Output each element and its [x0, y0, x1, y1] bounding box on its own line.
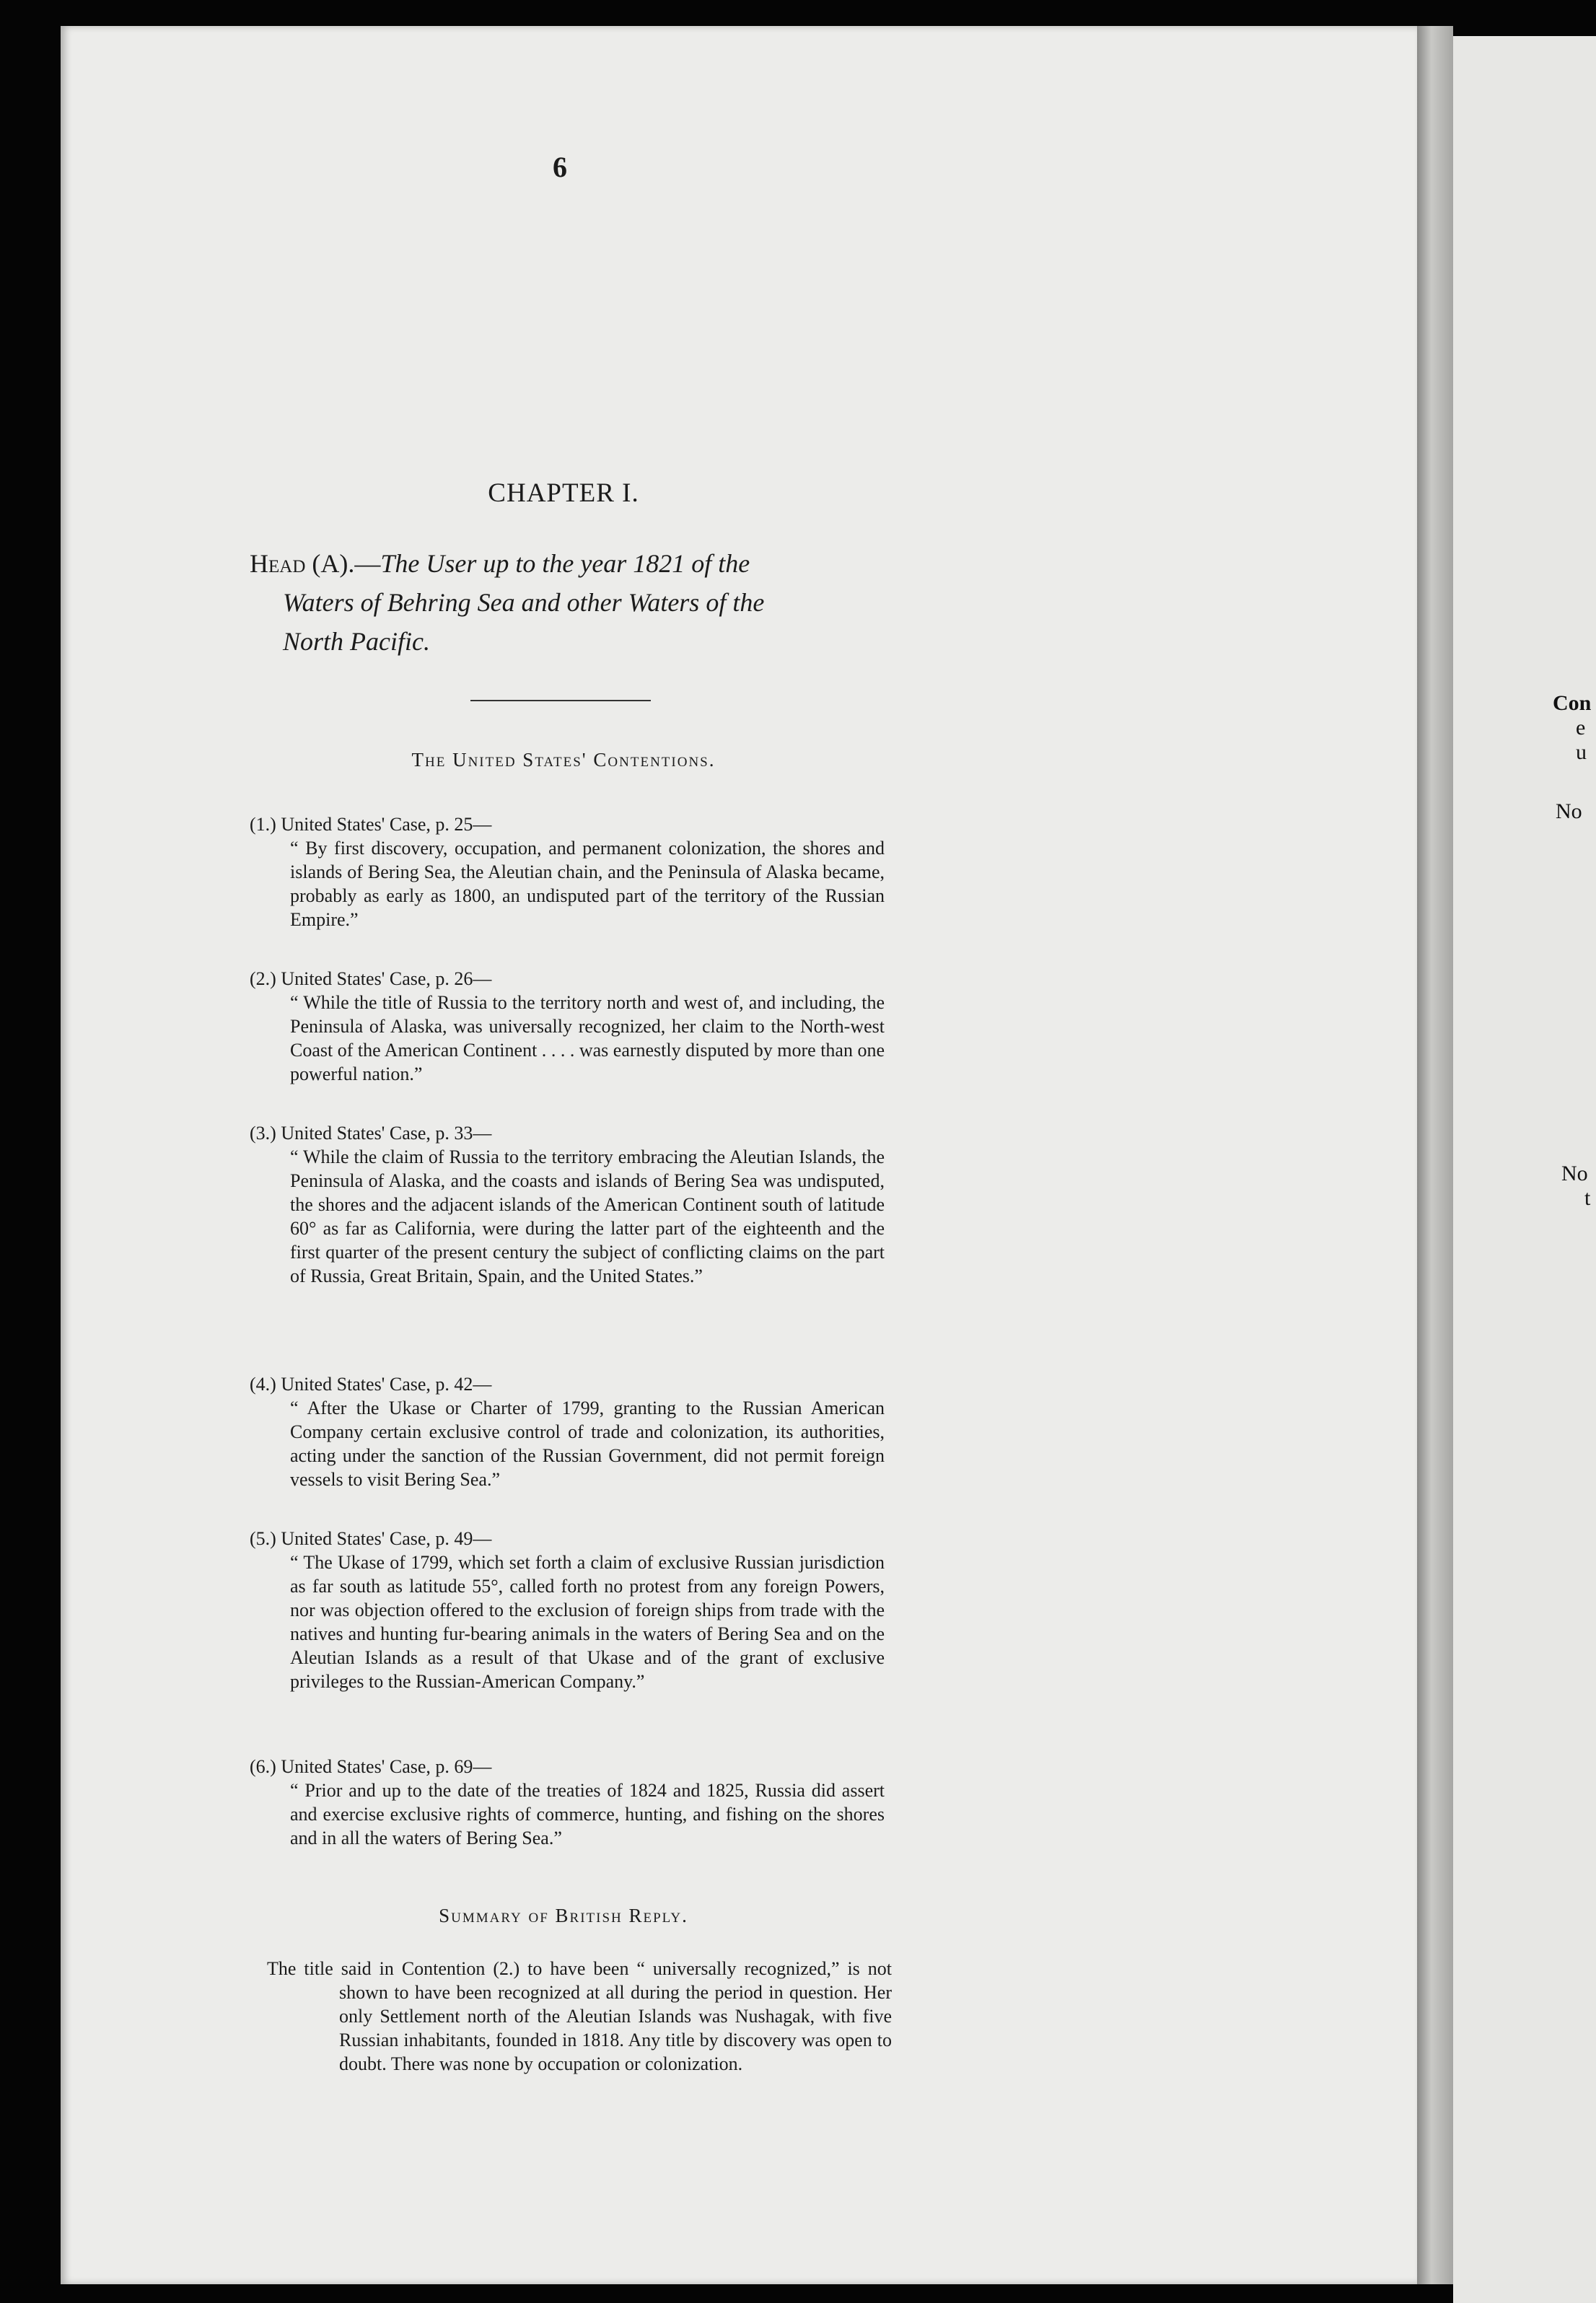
contention-item [250, 967, 885, 1086]
chapter-title: CHAPTER I. [488, 478, 639, 508]
reply-text: The title said in Contention (2.) to have been “ universally recognized,” is not shown to have been recognized at all during the period in question. Her only Settlement north of the Aleutian Islands was Nushagak, with five Russian inhabitants, founded in 1818. Any title by discovery was open to doubt. There was none by occupation or colonization. [267, 1958, 892, 2074]
contention-item [250, 1121, 885, 1288]
contention-reference: (5.) United States' Case, p. 49— [250, 1528, 492, 1549]
document-page [61, 26, 1417, 2284]
contention-item [250, 812, 885, 931]
contention-reference: (3.) United States' Case, p. 33— [250, 1123, 492, 1144]
head-dash: — [354, 549, 381, 578]
adjacent-page-fragment: t [1584, 1186, 1591, 1210]
adjacent-page [1453, 36, 1596, 2303]
adjacent-page-fragment: No [1561, 1162, 1588, 1185]
contention-reference: (2.) United States' Case, p. 26— [250, 968, 492, 989]
contention-item [250, 1527, 885, 1693]
contention-item [250, 1755, 885, 1850]
page-fold-shadow [1417, 26, 1453, 2284]
contention-quote: “ The Ukase of 1799, which set forth a claim of exclusive Russian jurisdiction as far south as latitude 55°, called forth no protest from any foreign Powers, nor was objection offered to the exclusion of foreign ships from trade with the natives and hunting fur-bearing animals in the waters of Bering Sea and on the Aleutian Islands as a result of that Ukase and of the grant of exclusive privileges to the Russian-American Company.” [290, 1552, 885, 1692]
reply-heading: Summary of British Reply. [439, 1905, 688, 1926]
contention-quote: “ After the Ukase or Charter of 1799, granting to the Russian American Company certain exclusive control of trade and colonization, its authorities, acting under the sanction of the Russian Government, did not permit foreign vessels to visit Bering Sea.” [290, 1398, 885, 1490]
contention-reference: (6.) United States' Case, p. 69— [250, 1756, 492, 1777]
head-title [250, 544, 885, 661]
contention-quote: “ While the claim of Russia to the territory embracing the Aleutian Islands, the Peninsula of Alaska, and the coasts and islands of Bering Sea was undisputed, the shores and the adjacent islands of the American Continent south of latitude 60° as far as California, were during the latter part of the eighteenth and the first quarter of the present century the subject of conflicting claims on the part of Russia, Great Britain, Spain, and the United States.” [290, 1146, 885, 1286]
page-number: 6 [553, 151, 567, 183]
adjacent-page-fragment: No [1556, 799, 1582, 823]
contention-reference: (4.) United States' Case, p. 42— [250, 1374, 492, 1395]
adjacent-page-fragment: Con [1553, 691, 1592, 715]
section-divider [470, 700, 651, 701]
contention-reference: (1.) United States' Case, p. 25— [250, 814, 492, 835]
contention-quote: “ By first discovery, occupation, and permanent colonization, the shores and islands of Bering Sea, the Aleutian chain, and the Peninsula of Alaska became, probably as early as 1800, an undisputed part of the territory of the Russian Empire.” [290, 838, 885, 930]
contentions-heading: The United States' Contentions. [411, 749, 716, 771]
contention-quote: “ Prior and up to the date of the treaties of 1824 and 1825, Russia did assert and exercise exclusive rights of commerce, hunting, and fishing on the shores and in all the waters of Bering Sea.” [290, 1780, 885, 1848]
contention-item [250, 1372, 885, 1491]
adjacent-page-fragment: u [1576, 740, 1587, 764]
contention-quote: “ While the title of Russia to the territory north and west of, and including, the Peninsula of Alaska, was universally recognized, her claim to the North-west Coast of the American Continent . . . . was earnestly disputed by more than one powerful nation.” [290, 992, 885, 1084]
head-title-line-2: Waters of Behring Sea and other Waters of the [283, 588, 765, 617]
head-label: Head (A). [250, 549, 355, 578]
head-title-line-1: The User up to the year 1821 of the [380, 549, 750, 578]
reply-paragraph [267, 1957, 892, 2076]
head-title-line-3: North Pacific. [283, 627, 430, 656]
adjacent-page-fragment: e [1576, 716, 1586, 740]
